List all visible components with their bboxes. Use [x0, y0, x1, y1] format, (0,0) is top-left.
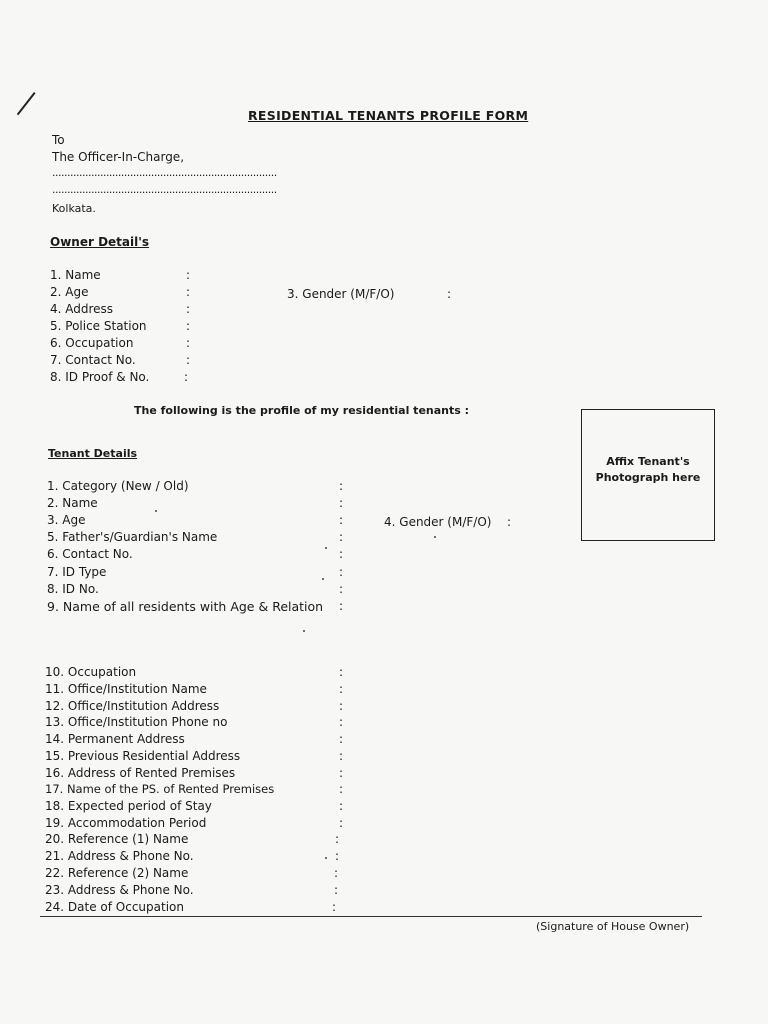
- scan-speck: [303, 630, 305, 632]
- address-officer: The Officer-In-Charge,: [52, 150, 185, 164]
- address-to: To: [52, 133, 65, 147]
- address-blank-line-1: ...........................................................................: [52, 166, 277, 179]
- owner-gender-colon: :: [447, 287, 452, 301]
- owner-gender-label: 3. Gender (M/F/O): [287, 287, 395, 301]
- pen-tick-mark: [17, 92, 36, 115]
- owner-heading: Owner Detail's: [50, 235, 150, 249]
- owner-signature-label: (Signature of House Owner): [536, 920, 690, 933]
- scan-speck: [155, 510, 157, 512]
- scan-speck: [322, 578, 324, 580]
- tenants-intro: The following is the profile of my residential tenants :: [134, 404, 470, 417]
- tenant-heading: Tenant Details: [48, 447, 138, 460]
- address-blank-line-2: ...........................................................................: [52, 183, 277, 196]
- form-title: RESIDENTIAL TENANTS PROFILE FORM: [248, 108, 529, 123]
- photo-box-label: Affix Tenant's Photograph here: [595, 455, 701, 484]
- address-city: Kolkata.: [52, 202, 96, 215]
- scan-speck: [325, 547, 327, 549]
- tenant-gender-label: 4. Gender (M/F/O): [384, 515, 492, 529]
- tenant-gender-colon: :: [507, 515, 512, 529]
- signature-line: [40, 916, 702, 917]
- scan-speck: [434, 536, 436, 538]
- form-page: RESIDENTIAL TENANTS PROFILE FORM To The Officer-In-Charge, ........................................................................... ........................................................................... Kolkata. Owner Detail's 1. Name : 2. Age : 4. Address : 5. Police Station : 6. Occupation : 7. Contact No. : 8. ID Proof & No. : 3. Gender (M/F/O) : The following is the profile of my residential tenants : Affix Tenant's Photograph here Tenant Details 1. Category (New / Old) : 2. Name : 3. Age : 5. Father's/Guardian's Name : 6. Contact No. : 7. ID Type : 8. ID No. : 9. Name of all residents with Age & Relation : 4. Gender (M/F/O) : 10. Occupation : 11. Office/Institution Name : 12. Office/Institution Address : 13. Office/Institution Phone no : 14. Permanent Address : 15. Previous Residential Address : 16. Address of Rented Premises : 17. Name of the PS. of Rented Premises : 18. Expected period of Stay : 19. Accommodation Period : 20. Reference (1) Name : 21. Address & Phone No. : 22. Reference (2) Name : 23. Address & Phone No. : 24. Date of Occupation : (Signature of House Owner): [0, 0, 768, 1024]
- scan-speck: [325, 857, 327, 859]
- photo-box: [581, 409, 715, 541]
